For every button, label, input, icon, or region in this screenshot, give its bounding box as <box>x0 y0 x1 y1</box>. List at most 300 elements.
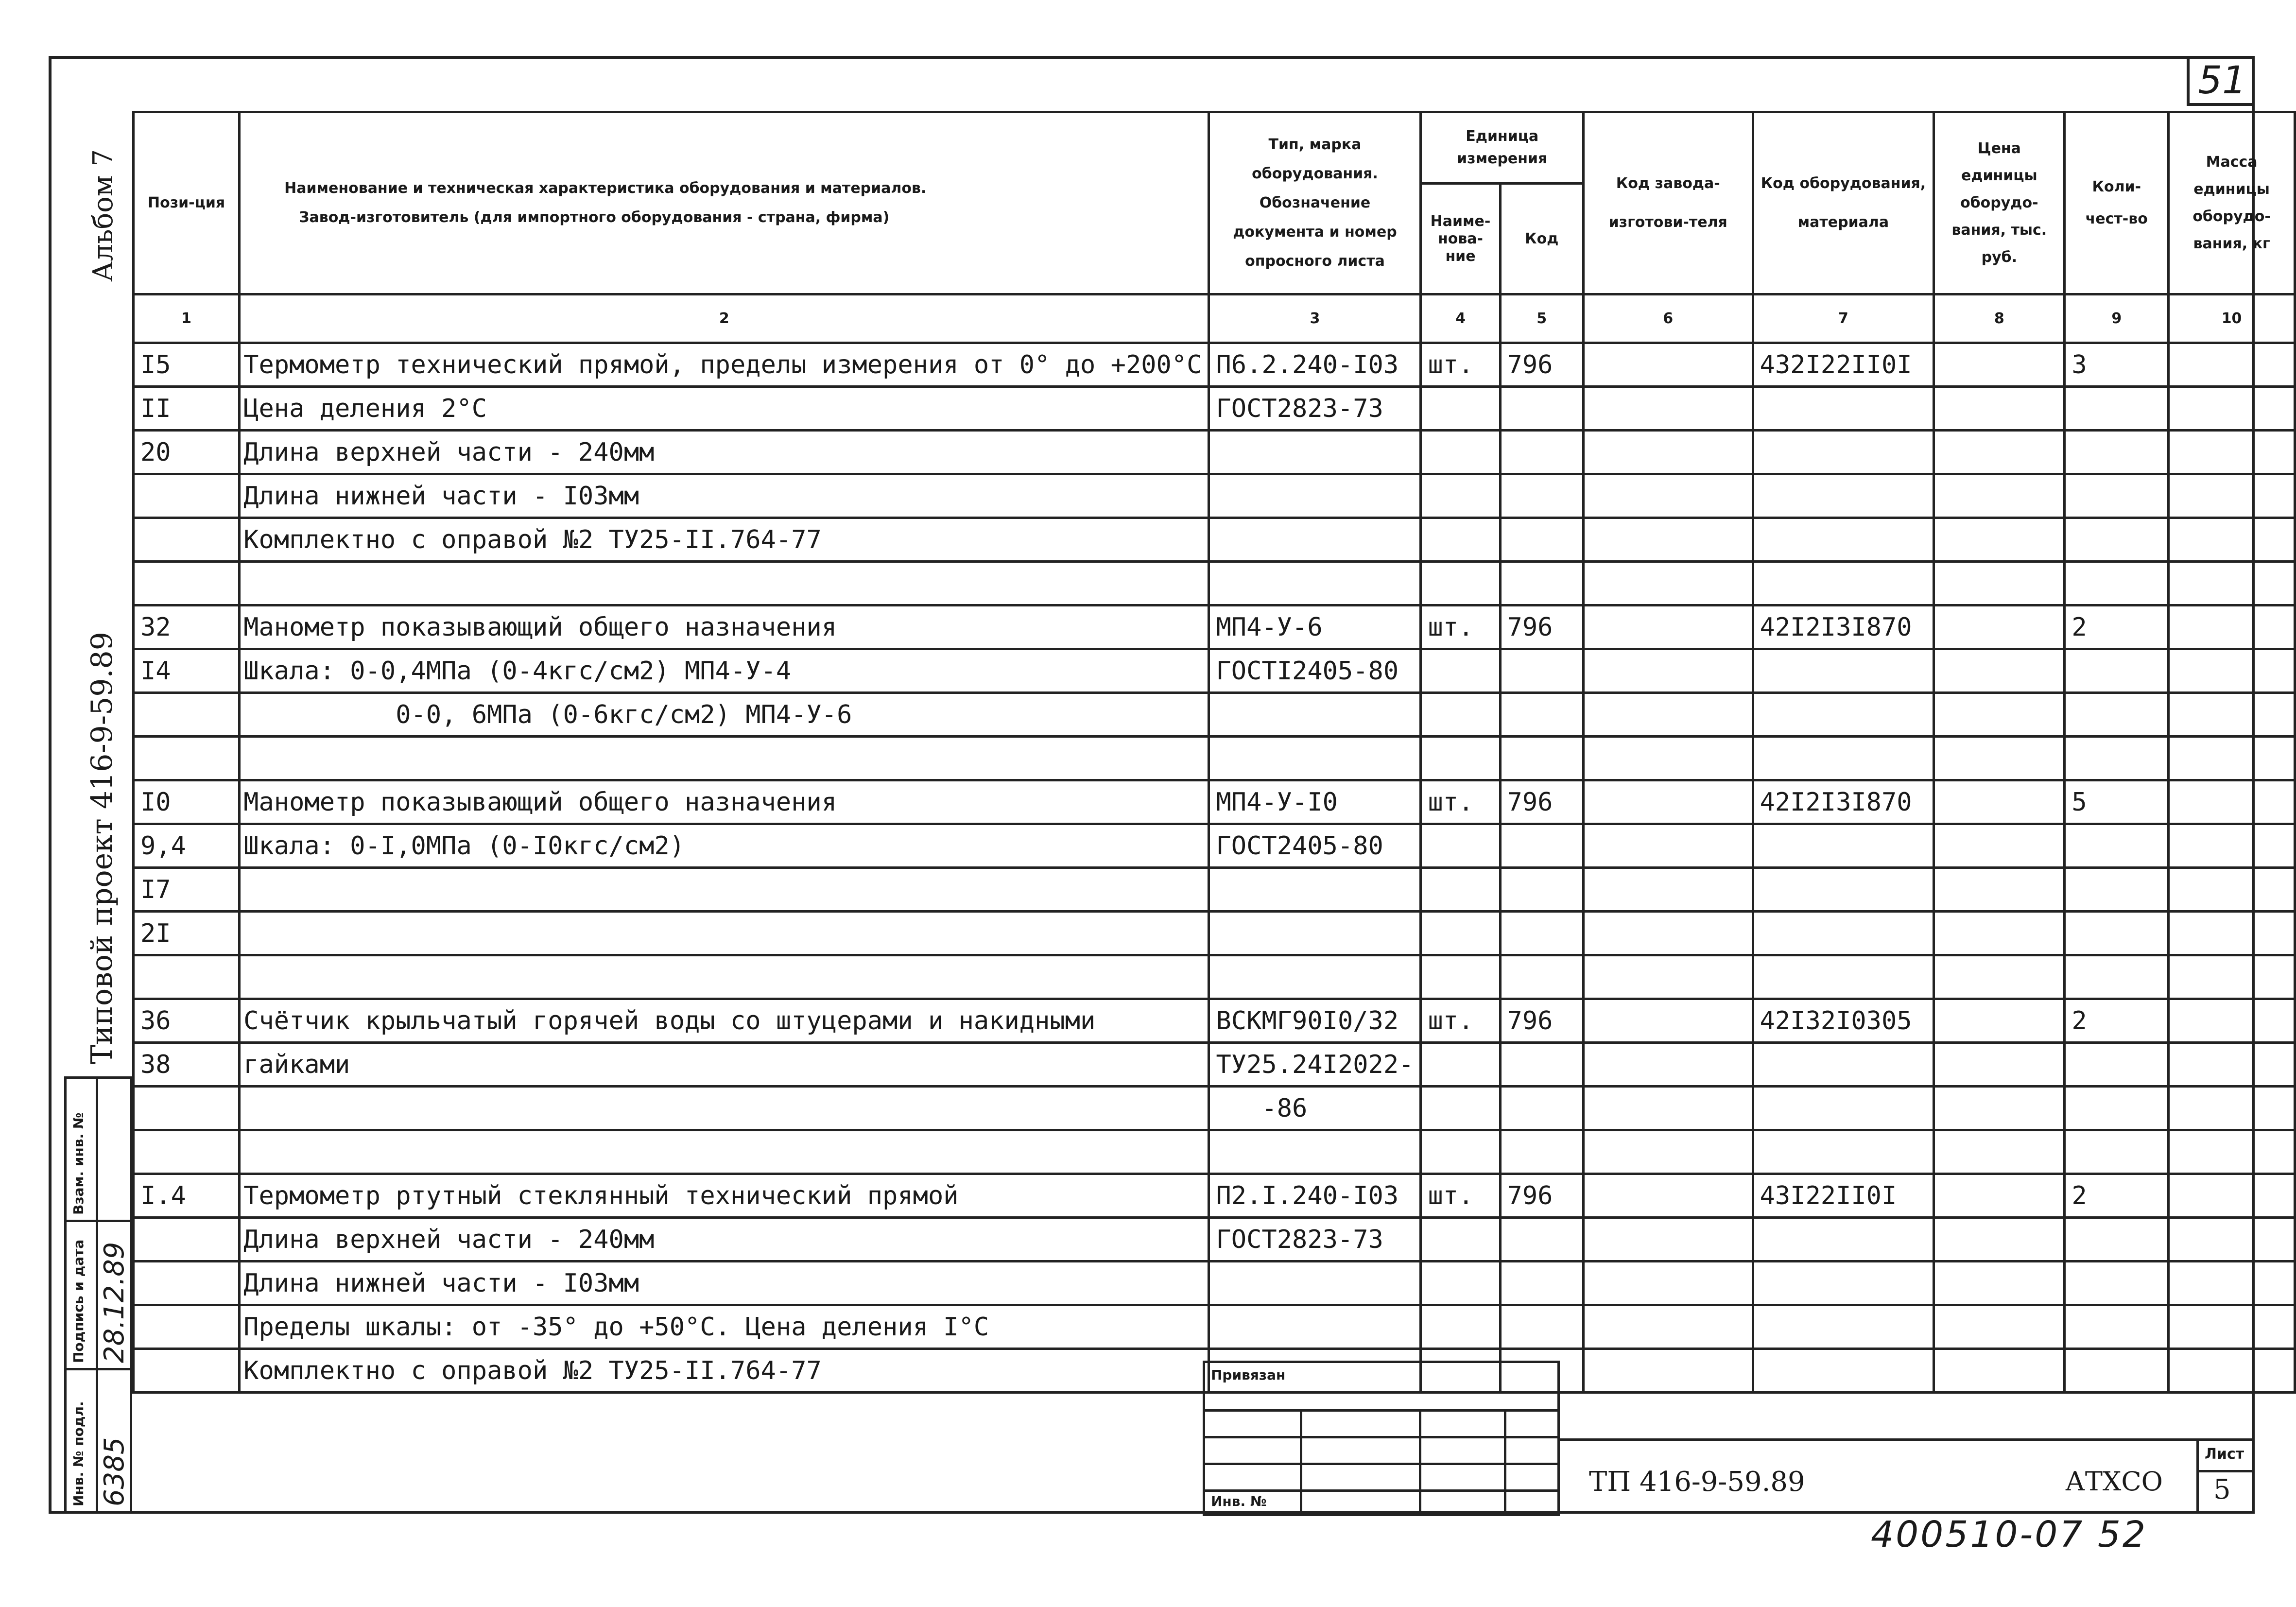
row-unit-code <box>1500 1087 1583 1130</box>
row-unit <box>1421 693 1500 737</box>
row-unit-code <box>1500 562 1583 605</box>
row-type <box>1209 868 1421 912</box>
column-number-row <box>134 294 2295 343</box>
row-unit <box>1421 737 1500 780</box>
row-equip-code <box>1753 387 1934 431</box>
row-position: 38 <box>134 1043 240 1087</box>
row-qty <box>2065 431 2169 474</box>
row-price <box>1934 343 2065 387</box>
row-factory-code <box>1583 387 1753 431</box>
row-unit-code: 796 <box>1500 605 1583 649</box>
row-factory-code <box>1583 868 1753 912</box>
row-price <box>1934 1261 2065 1305</box>
row-factory-code <box>1583 693 1753 737</box>
row-mass <box>2169 1261 2295 1305</box>
row-type: МП4-У-6 <box>1209 605 1421 649</box>
row-unit <box>1421 1261 1500 1305</box>
row-name: Длина верхней части - 240мм <box>240 1218 1209 1261</box>
header-type: Тип, марка оборудования. Обозначение документа и номер опросного листа <box>1209 112 1421 294</box>
row-type: ТУ25.24I2022- <box>1209 1043 1421 1087</box>
row-unit <box>1421 518 1500 562</box>
row-position: 36 <box>134 999 240 1043</box>
row-equip-code <box>1753 955 1934 999</box>
row-unit-code: 796 <box>1500 780 1583 824</box>
row-position: I7 <box>134 868 240 912</box>
row-type <box>1209 955 1421 999</box>
row-factory-code <box>1583 1043 1753 1087</box>
table-row <box>134 431 2295 474</box>
row-type <box>1209 1130 1421 1174</box>
row-mass <box>2169 605 2295 649</box>
project-label: Типовой проект 416-9-59.89 <box>85 632 119 1064</box>
row-unit-code <box>1500 693 1583 737</box>
row-qty <box>2065 955 2169 999</box>
row-equip-code: 42I2I3I870 <box>1753 780 1934 824</box>
row-qty <box>2065 1305 2169 1349</box>
col-number: 10 <box>2169 294 2295 343</box>
row-type <box>1209 431 1421 474</box>
row-equip-code: 42I2I3I870 <box>1753 605 1934 649</box>
row-price <box>1934 1305 2065 1349</box>
row-price <box>1934 1349 2065 1393</box>
sheet-number: 51 <box>2187 57 2255 106</box>
header-qty: Коли-чест-во <box>2065 112 2169 294</box>
row-price <box>1934 868 2065 912</box>
row-unit: шт. <box>1421 999 1500 1043</box>
row-equip-code <box>1753 474 1934 518</box>
table-row <box>134 1087 2295 1130</box>
row-unit: шт. <box>1421 1174 1500 1218</box>
row-qty: 2 <box>2065 999 2169 1043</box>
row-mass <box>2169 955 2295 999</box>
row-equip-code: 43I22II0I <box>1753 1174 1934 1218</box>
row-qty <box>2065 387 2169 431</box>
row-equip-code <box>1753 1043 1934 1087</box>
row-equip-code: 42I32I0305 <box>1753 999 1934 1043</box>
row-name: Манометр показывающий общего назначения <box>240 605 1209 649</box>
row-mass <box>2169 562 2295 605</box>
row-mass <box>2169 693 2295 737</box>
table-row <box>134 1305 2295 1349</box>
table-row <box>134 824 2295 868</box>
row-factory-code <box>1583 955 1753 999</box>
row-equip-code: 432I22II0I <box>1753 343 1934 387</box>
row-mass <box>2169 1130 2295 1174</box>
table-row <box>134 474 2295 518</box>
row-equip-code <box>1753 1261 1934 1305</box>
row-position <box>134 737 240 780</box>
left-stamp <box>64 1076 132 1514</box>
header-price: Цена единицы оборудо-вания, тыс. руб. <box>1934 112 2065 294</box>
row-name <box>240 868 1209 912</box>
table-row <box>134 1218 2295 1261</box>
row-mass <box>2169 868 2295 912</box>
header-position: Пози-ция <box>134 112 240 294</box>
album-label: Альбом 7 <box>87 149 119 282</box>
row-price <box>1934 1174 2065 1218</box>
row-position: I.4 <box>134 1174 240 1218</box>
col-number: 1 <box>134 294 240 343</box>
row-mass <box>2169 1218 2295 1261</box>
row-unit-code <box>1500 518 1583 562</box>
row-unit-code <box>1500 1261 1583 1305</box>
row-qty <box>2065 693 2169 737</box>
row-unit-code <box>1500 431 1583 474</box>
row-type: МП4-У-I0 <box>1209 780 1421 824</box>
specification-table <box>132 111 2296 1394</box>
row-name: Шкала: 0-0,4МПа (0-4кгс/см2) МП4-У-4 <box>240 649 1209 693</box>
sheet-label: Лист <box>2205 1446 2244 1463</box>
row-qty: 2 <box>2065 605 2169 649</box>
row-factory-code <box>1583 649 1753 693</box>
col-number: 6 <box>1583 294 1753 343</box>
row-equip-code <box>1753 912 1934 955</box>
row-price <box>1934 693 2065 737</box>
row-factory-code <box>1583 1261 1753 1305</box>
row-mass <box>2169 518 2295 562</box>
table-row <box>134 912 2295 955</box>
row-name: Термометр ртутный стеклянный технический прямой <box>240 1174 1209 1218</box>
row-name: Длина нижней части - I03мм <box>240 474 1209 518</box>
row-factory-code <box>1583 605 1753 649</box>
row-price <box>1934 562 2065 605</box>
row-mass <box>2169 1305 2295 1349</box>
row-unit <box>1421 649 1500 693</box>
row-price <box>1934 1043 2065 1087</box>
stamp-inv-value: 6385 <box>99 1437 130 1506</box>
row-equip-code <box>1753 1349 1934 1393</box>
row-type: ГОСТ2405-80 <box>1209 824 1421 868</box>
col-number: 9 <box>2065 294 2169 343</box>
row-position: I0 <box>134 780 240 824</box>
header-unit-group: Единица измерения <box>1421 112 1583 184</box>
col-number: 3 <box>1209 294 1421 343</box>
row-price <box>1934 387 2065 431</box>
row-equip-code <box>1753 693 1934 737</box>
row-unit <box>1421 1218 1500 1261</box>
row-position <box>134 1261 240 1305</box>
row-type <box>1209 1261 1421 1305</box>
row-mass <box>2169 999 2295 1043</box>
row-unit-code <box>1500 824 1583 868</box>
row-name: Манометр показывающий общего назначения <box>240 780 1209 824</box>
row-price <box>1934 1087 2065 1130</box>
row-mass <box>2169 780 2295 824</box>
row-position <box>134 955 240 999</box>
row-type: П6.2.240-I03 <box>1209 343 1421 387</box>
row-unit-code <box>1500 955 1583 999</box>
row-unit: шт. <box>1421 605 1500 649</box>
row-type: ВСКМГ90I0/32 <box>1209 999 1421 1043</box>
row-mass <box>2169 1174 2295 1218</box>
row-mass <box>2169 387 2295 431</box>
document-code: ТП 416-9-59.89 <box>1589 1466 1805 1498</box>
row-equip-code <box>1753 1218 1934 1261</box>
row-name <box>240 912 1209 955</box>
table-row <box>134 999 2295 1043</box>
row-price <box>1934 999 2065 1043</box>
header-name <box>240 112 1209 294</box>
row-equip-code <box>1753 824 1934 868</box>
row-name: Комплектно с оправой №2 ТУ25-II.764-77 <box>240 518 1209 562</box>
row-factory-code <box>1583 1218 1753 1261</box>
row-position: 2I <box>134 912 240 955</box>
row-unit <box>1421 1130 1500 1174</box>
header-mass: Масса единицы оборудо-вания, кг <box>2169 112 2295 294</box>
row-name: гайками <box>240 1043 1209 1087</box>
row-name: 0-0, 6МПа (0-6кгс/см2) МП4-У-6 <box>240 693 1209 737</box>
row-unit-code <box>1500 1305 1583 1349</box>
row-unit-code <box>1500 1218 1583 1261</box>
row-qty: 3 <box>2065 343 2169 387</box>
table-row <box>134 605 2295 649</box>
row-unit: шт. <box>1421 780 1500 824</box>
row-price <box>1934 474 2065 518</box>
row-position <box>134 1218 240 1261</box>
row-price <box>1934 824 2065 868</box>
table-row <box>134 1174 2295 1218</box>
row-price <box>1934 605 2065 649</box>
row-type <box>1209 474 1421 518</box>
col-number: 4 <box>1421 294 1500 343</box>
row-position <box>134 474 240 518</box>
table-row <box>134 343 2295 387</box>
row-factory-code <box>1583 562 1753 605</box>
row-qty <box>2065 518 2169 562</box>
row-mass <box>2169 737 2295 780</box>
bottom-note: 400510-07 52 <box>1871 1514 2148 1555</box>
row-name <box>240 1087 1209 1130</box>
row-unit <box>1421 1305 1500 1349</box>
row-qty <box>2065 474 2169 518</box>
row-factory-code <box>1583 518 1753 562</box>
row-type: ГОСТI2405-80 <box>1209 649 1421 693</box>
row-mass <box>2169 474 2295 518</box>
row-unit-code: 796 <box>1500 1174 1583 1218</box>
row-qty <box>2065 1043 2169 1087</box>
row-type <box>1209 693 1421 737</box>
row-type <box>1209 518 1421 562</box>
row-name <box>240 955 1209 999</box>
row-price <box>1934 431 2065 474</box>
row-price <box>1934 649 2065 693</box>
col-number: 5 <box>1500 294 1583 343</box>
row-qty <box>2065 1130 2169 1174</box>
row-type: ГОСТ2823-73 <box>1209 1218 1421 1261</box>
row-factory-code <box>1583 1349 1753 1393</box>
row-unit-code <box>1500 868 1583 912</box>
row-price <box>1934 1130 2065 1174</box>
row-type: -86 <box>1209 1087 1421 1130</box>
row-factory-code <box>1583 999 1753 1043</box>
row-mass <box>2169 649 2295 693</box>
col-number: 2 <box>240 294 1209 343</box>
row-price <box>1934 737 2065 780</box>
header-equip-code: Код оборудования, материала <box>1753 112 1934 294</box>
row-equip-code <box>1753 1305 1934 1349</box>
row-factory-code <box>1583 737 1753 780</box>
row-mass <box>2169 1043 2295 1087</box>
table-row <box>134 868 2295 912</box>
row-qty <box>2065 1349 2169 1393</box>
row-price <box>1934 1218 2065 1261</box>
row-name: Счётчик крыльчатый горячей воды со штуцерами и накидными <box>240 999 1209 1043</box>
row-name: Пределы шкалы: от -35° до +50°С. Цена деления I°С <box>240 1305 1209 1349</box>
title-block-main <box>1557 1438 2255 1514</box>
stamp-label-inv: Инв. № подл. <box>70 1401 86 1506</box>
row-name <box>240 562 1209 605</box>
row-unit <box>1421 1087 1500 1130</box>
row-position: II <box>134 387 240 431</box>
row-unit-code <box>1500 649 1583 693</box>
row-position: I5 <box>134 343 240 387</box>
row-position <box>134 562 240 605</box>
table-row <box>134 1130 2295 1174</box>
row-name: Термометр технический прямой, пределы измерения от 0° до +200°С <box>240 343 1209 387</box>
row-unit-code <box>1500 474 1583 518</box>
row-unit <box>1421 474 1500 518</box>
row-mass <box>2169 1087 2295 1130</box>
row-unit <box>1421 562 1500 605</box>
sheet-value: 5 <box>2213 1474 2231 1505</box>
row-unit <box>1421 955 1500 999</box>
row-position <box>134 1130 240 1174</box>
row-factory-code <box>1583 1087 1753 1130</box>
header-name-line2: Завод-изготовитель (для импортного оборудования - страна, фирма) <box>299 209 890 226</box>
row-qty <box>2065 1261 2169 1305</box>
row-equip-code <box>1753 868 1934 912</box>
table-row <box>134 1043 2295 1087</box>
table-row <box>134 737 2295 780</box>
row-equip-code <box>1753 431 1934 474</box>
row-unit <box>1421 387 1500 431</box>
row-factory-code <box>1583 431 1753 474</box>
row-unit-code <box>1500 737 1583 780</box>
header-unit-name: Наиме-нова-ние <box>1421 184 1500 294</box>
table-row <box>134 518 2295 562</box>
document-mark: АТХСО <box>2065 1466 2163 1497</box>
row-qty <box>2065 737 2169 780</box>
row-equip-code <box>1753 562 1934 605</box>
stamp-label-replace: Взам. инв. № <box>70 1112 86 1215</box>
col-number: 7 <box>1753 294 1934 343</box>
row-name: Комплектно с оправой №2 ТУ25-II.764-77 <box>240 1349 1209 1393</box>
privyazan-stamp <box>1203 1361 1560 1516</box>
row-unit-code <box>1500 912 1583 955</box>
stamp-date-value: 28.12.89 <box>99 1242 130 1363</box>
header-factory-code: Код завода-изготови-теля <box>1583 112 1753 294</box>
row-qty <box>2065 912 2169 955</box>
row-qty: 2 <box>2065 1174 2169 1218</box>
row-type <box>1209 1305 1421 1349</box>
stamp-label-sign: Подпись и дата <box>70 1239 86 1363</box>
row-name: Цена деления 2°С <box>240 387 1209 431</box>
row-equip-code <box>1753 737 1934 780</box>
row-qty <box>2065 649 2169 693</box>
row-factory-code <box>1583 780 1753 824</box>
row-price <box>1934 912 2065 955</box>
row-mass <box>2169 343 2295 387</box>
row-position: 9,4 <box>134 824 240 868</box>
row-factory-code <box>1583 1174 1753 1218</box>
row-unit <box>1421 868 1500 912</box>
row-qty <box>2065 824 2169 868</box>
table-row <box>134 955 2295 999</box>
row-factory-code <box>1583 1305 1753 1349</box>
row-position: 20 <box>134 431 240 474</box>
table-row <box>134 387 2295 431</box>
inv-label: Инв. № <box>1211 1493 1267 1509</box>
row-equip-code <box>1753 1130 1934 1174</box>
row-type <box>1209 737 1421 780</box>
table-row <box>134 780 2295 824</box>
row-unit <box>1421 431 1500 474</box>
row-price <box>1934 518 2065 562</box>
table-row <box>134 649 2295 693</box>
row-mass <box>2169 912 2295 955</box>
row-factory-code <box>1583 343 1753 387</box>
row-position: I4 <box>134 649 240 693</box>
header-name-line1: Наименование и техническая характеристика оборудования и материалов. <box>284 180 927 197</box>
row-position <box>134 1087 240 1130</box>
row-equip-code <box>1753 518 1934 562</box>
row-type <box>1209 562 1421 605</box>
row-qty <box>2065 1087 2169 1130</box>
row-position <box>134 693 240 737</box>
row-type: П2.I.240-I03 <box>1209 1174 1421 1218</box>
row-name <box>240 737 1209 780</box>
row-factory-code <box>1583 1130 1753 1174</box>
row-price <box>1934 780 2065 824</box>
row-unit <box>1421 1043 1500 1087</box>
row-unit-code: 796 <box>1500 999 1583 1043</box>
row-unit <box>1421 912 1500 955</box>
row-equip-code <box>1753 1087 1934 1130</box>
row-unit-code <box>1500 1130 1583 1174</box>
table-row <box>134 1261 2295 1305</box>
row-unit-code: 796 <box>1500 343 1583 387</box>
row-mass <box>2169 824 2295 868</box>
row-qty: 5 <box>2065 780 2169 824</box>
row-type <box>1209 912 1421 955</box>
header-unit-code: Код <box>1500 184 1583 294</box>
row-qty <box>2065 1218 2169 1261</box>
row-unit <box>1421 824 1500 868</box>
row-position <box>134 1305 240 1349</box>
row-position: 32 <box>134 605 240 649</box>
row-mass <box>2169 1349 2295 1393</box>
row-position <box>134 1349 240 1393</box>
row-type: ГОСТ2823-73 <box>1209 387 1421 431</box>
row-qty <box>2065 562 2169 605</box>
row-equip-code <box>1753 649 1934 693</box>
row-unit-code <box>1500 1043 1583 1087</box>
row-unit-code <box>1500 387 1583 431</box>
row-position <box>134 518 240 562</box>
row-price <box>1934 955 2065 999</box>
row-factory-code <box>1583 474 1753 518</box>
row-factory-code <box>1583 824 1753 868</box>
row-name: Длина нижней части - I03мм <box>240 1261 1209 1305</box>
row-qty <box>2065 868 2169 912</box>
row-factory-code <box>1583 912 1753 955</box>
row-name: Длина верхней части - 240мм <box>240 431 1209 474</box>
row-unit: шт. <box>1421 343 1500 387</box>
row-mass <box>2169 431 2295 474</box>
table-row <box>134 693 2295 737</box>
privyazan-label: Привязан <box>1211 1367 1286 1383</box>
col-number: 8 <box>1934 294 2065 343</box>
